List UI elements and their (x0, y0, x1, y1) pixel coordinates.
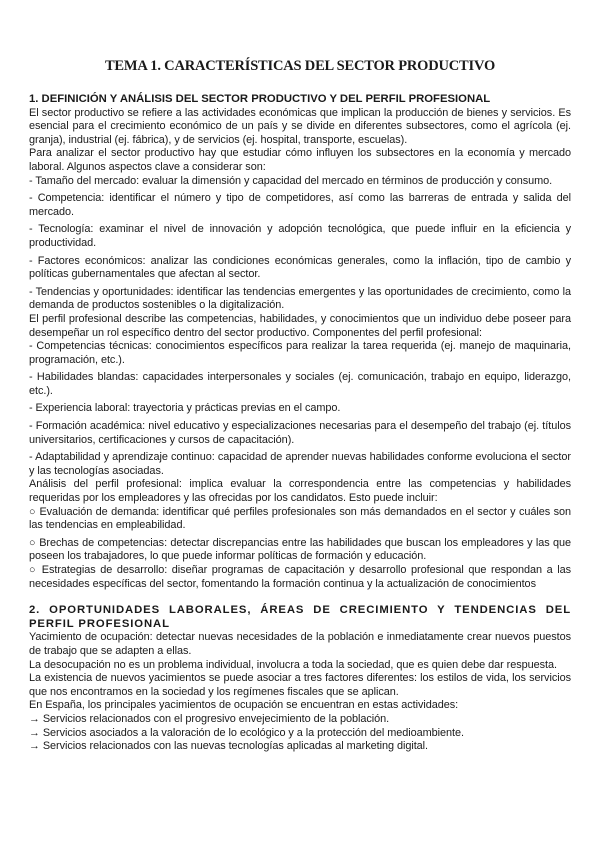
circle-bullet-item: ○ Estrategias de desarrollo: diseñar programas de capacitación y desarrollo profesional que respondan a las necesidades específicas del sector, fomentando la formación continua y la actualización de conocimientos (29, 564, 571, 590)
paragraph: La desocupación no es un problema individual, involucra a toda la sociedad, que es quien debe dar respuesta. (29, 658, 558, 671)
arrow-item: → Servicios relacionados con el progresivo envejecimiento de la población. (29, 712, 390, 725)
bullet-item: - Tendencias y oportunidades: identificar las tendencias emergentes y las oportunidades de crecimiento, como la demanda de productos sostenibles o la digitalización. (29, 285, 571, 312)
bullet-item: - Competencia: identificar el número y tipo de competidores, así como las barreras de entrada y salida del mercado. (29, 192, 571, 218)
section-2-heading: 2. OPORTUNIDADES LABORALES, ÁREAS DE CRECIMIENTO Y TENDENCIAS DEL PERFIL PROFESIONAL (29, 604, 571, 630)
paragraph: La existencia de nuevos yacimientos se puede asociar a tres factores diferentes: los estilos de vida, los servicios que nos encontramos en la sociedad y los regímenes fiscales que se aplican. (29, 672, 571, 698)
circle-bullet-item: ○ Evaluación de demanda: identificar qué perfiles profesionales son más demandados en el sector y cuáles son las tendencias en empleabilidad. (29, 505, 571, 532)
page-title: TEMA 1. CARACTERÍSTICAS DEL SECTOR PRODUCTIVO (104, 58, 496, 74)
section-1-heading: 1. DEFINICIÓN Y ANÁLISIS DEL SECTOR PRODUCTIVO Y DEL PERFIL PROFESIONAL (29, 93, 491, 105)
arrow-item: → Servicios relacionados con las nuevas tecnologías aplicadas al marketing digital. (29, 740, 429, 753)
bullet-item: - Competencias técnicas: conocimientos específicos para realizar la tarea requerida (ej. manejo de maquinaria, programación, etc.). (29, 340, 571, 366)
bullet-item: - Habilidades blandas: capacidades interpersonales y sociales (ej. comunicación, trabajo en equipo, liderazgo, etc.). (29, 371, 571, 397)
paragraph: Para analizar el sector productivo hay que estudiar cómo influyen los subsectores en la economía y mercado laboral. Algunos aspectos clave a considerar son: (29, 147, 571, 173)
paragraph: Análisis del perfil profesional: implica evaluar la correspondencia entre las competencias y habilidades requeridas por los empleadores y las ofrecidas por los candidatos. Esto puede incluir: (29, 478, 571, 505)
bullet-item: - Tecnología: examinar el nivel de innovación y adopción tecnológica, que puede influir en la eficiencia y productividad. (29, 223, 571, 249)
bullet-item: - Experiencia laboral: trayectoria y prácticas previas en el campo. (29, 402, 341, 415)
bullet-item: - Tamaño del mercado: evaluar la dimensión y capacidad del mercado en términos de producción y consumo. (29, 174, 553, 187)
arrow-item: → Servicios asociados a la valoración de lo ecológico y a la protección del medioambiente. (29, 726, 464, 739)
bullet-item: - Factores económicos: analizar las condiciones económicas generales, como la inflación, tipo de cambio y políticas gubernamentales que afectan al sector. (29, 254, 571, 281)
bullet-item: - Formación académica: nivel educativo y especializaciones necesarias para el desempeño del trabajo (ej. títulos universitarios, certificaciones y cursos de capacitación). (29, 420, 571, 446)
paragraph: El perfil profesional describe las competencias, habilidades, y conocimientos que un individuo debe poseer para desempeñar un rol específico dentro del sector productivo. Componentes del perfil profesional: (29, 312, 571, 339)
paragraph: El sector productivo se refiere a las actividades económicas que implican la producción de bienes y servicios. Es esencial para el crecimiento económico de un país y se divide en diferentes subsectores, como el agrícola (ej. granja), industrial (ej. fábrica), y de servicios (ej. hospital, transporte, escuelas). (29, 106, 571, 146)
circle-bullet-item: ○ Brechas de competencias: detectar discrepancias entre las habilidades que buscan los empleadores y las que poseen los trabajadores, lo que puede informar políticas de formación y educación. (29, 536, 571, 563)
paragraph: Yacimiento de ocupación: detectar nuevas necesidades de la población e inmediatamente crear nuevos puestos de trabajo que se adapten a ellas. (29, 631, 571, 657)
bullet-item: - Adaptabilidad y aprendizaje continuo: capacidad de aprender nuevas habilidades conforme evoluciona el sector y las tecnologías asociadas. (29, 451, 571, 477)
paragraph: En España, los principales yacimientos de ocupación se encuentran en estas actividades: (29, 699, 459, 712)
document-body (29, 93, 571, 754)
